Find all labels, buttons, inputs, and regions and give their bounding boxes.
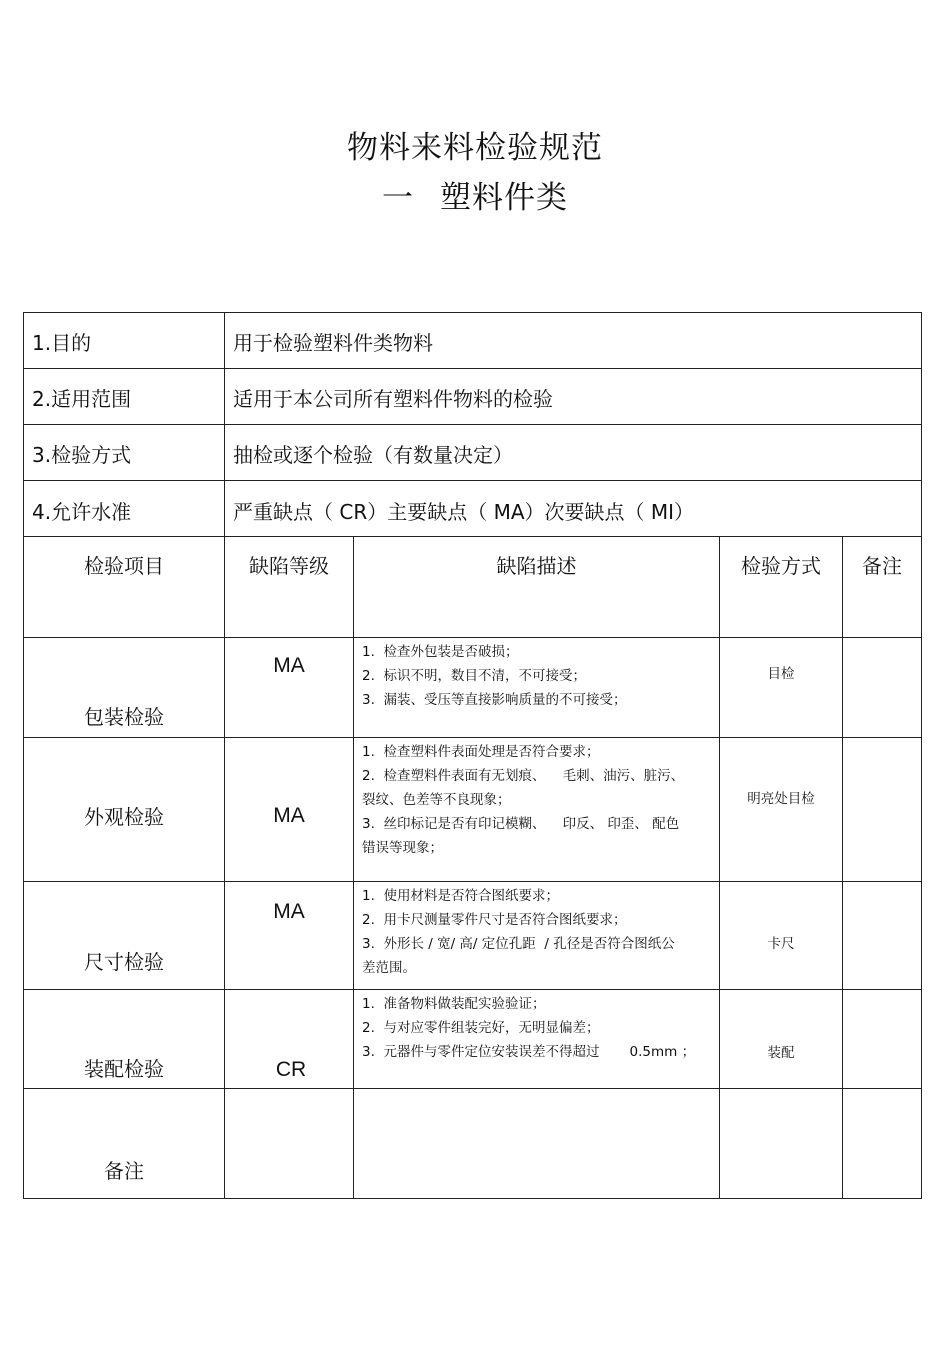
inspection-description [362,992,714,1064]
description-line: 差范围。 [362,960,416,976]
table-col-divider [719,536,720,1199]
page-subtitle [0,172,950,217]
header-method: 检验方式 [741,554,821,578]
info-label-method: 3.检验方式 [32,443,132,467]
inspection-method: 装配 [767,1045,795,1061]
table-row-divider [23,1088,922,1089]
inspection-item: 装配检验 [84,1057,164,1081]
table-row-divider [23,480,922,481]
table-col-divider [353,536,354,1199]
description-line: 3. 丝印标记是否有印记模糊、 印反、 印歪、 配色 [362,816,680,832]
inspection-description [362,884,714,980]
description-line: 2. 标识不明，数目不清，不可接受； [362,668,586,684]
description-line: 裂纹、色差等不良现象； [362,792,511,808]
inspection-item: 外观检验 [84,805,164,829]
header-item: 检验项目 [84,554,164,578]
table-row-divider [23,637,922,638]
page-title: 物料来料检验规范 [347,130,603,166]
inspection-method: 卡尺 [767,936,795,952]
info-value-purpose: 用于检验塑料件类物料 [233,331,433,355]
header-grade: 缺陷等级 [249,554,329,578]
subtitle-text: 塑料件类 [440,180,568,216]
inspection-description [362,640,714,712]
info-label-purpose: 1.目的 [32,331,92,355]
table-row-divider [23,737,922,738]
info-label-scope: 2.适用范围 [32,387,132,411]
description-line: 2. 用卡尺测量零件尺寸是否符合图纸要求； [362,912,627,928]
table-border-top [23,312,922,313]
header-remark: 备注 [862,554,902,578]
inspection-description [362,740,714,860]
table-row-divider [23,368,922,369]
description-line: 3. 外形长 / 宽/ 高/ 定位孔距 / 孔径是否符合图纸公 [362,936,675,952]
inspection-grade: MA [273,804,305,827]
description-line: 1. 使用材料是否符合图纸要求； [362,888,559,904]
subtitle-number: 一 [382,180,414,216]
header-description: 缺陷描述 [496,554,577,578]
table-row-divider [23,424,922,425]
description-line: 3. 元器件与零件定位安装误差不得超过 0.5mm ； [362,1044,696,1060]
inspection-grade: CR [275,1058,307,1081]
inspection-grade: MA [273,900,305,923]
table-border-right [921,312,922,1199]
inspection-item: 尺寸检验 [84,950,164,974]
inspection-method: 明亮处目检 [747,791,815,807]
table-border-bottom [23,1198,922,1199]
info-value-method: 抽检或逐个检验（有数量决定） [233,443,513,467]
table-row-divider [23,536,922,537]
description-line: 错误等现象； [362,840,443,856]
table-col-divider [842,536,843,1199]
inspection-grade: MA [273,654,305,677]
table-row-divider [23,989,922,990]
inspection-method: 目检 [767,666,795,682]
table-row-divider [23,881,922,882]
inspection-item: 包装检验 [84,705,164,729]
info-label-standard: 4.允许水准 [32,500,132,524]
description-line: 1. 检查塑料件表面处理是否符合要求； [362,744,600,760]
info-value-standard: 严重缺点（ CR）主要缺点（ MA）次要缺点（ MI） [233,500,695,524]
description-line: 1. 准备物料做装配实验验证； [362,996,546,1012]
table-col-divider [224,312,225,1199]
description-line: 3. 漏装、受压等直接影响质量的不可接受； [362,692,627,708]
description-line: 2. 与对应零件组装完好，无明显偏差； [362,1020,600,1036]
footer-remark-label: 备注 [104,1159,144,1183]
description-line: 2. 检查塑料件表面有无划痕、 毛刺、油污、脏污、 [362,768,685,784]
description-line: 1. 检查外包装是否破损； [362,644,519,660]
info-value-scope: 适用于本公司所有塑料件物料的检验 [233,387,553,411]
